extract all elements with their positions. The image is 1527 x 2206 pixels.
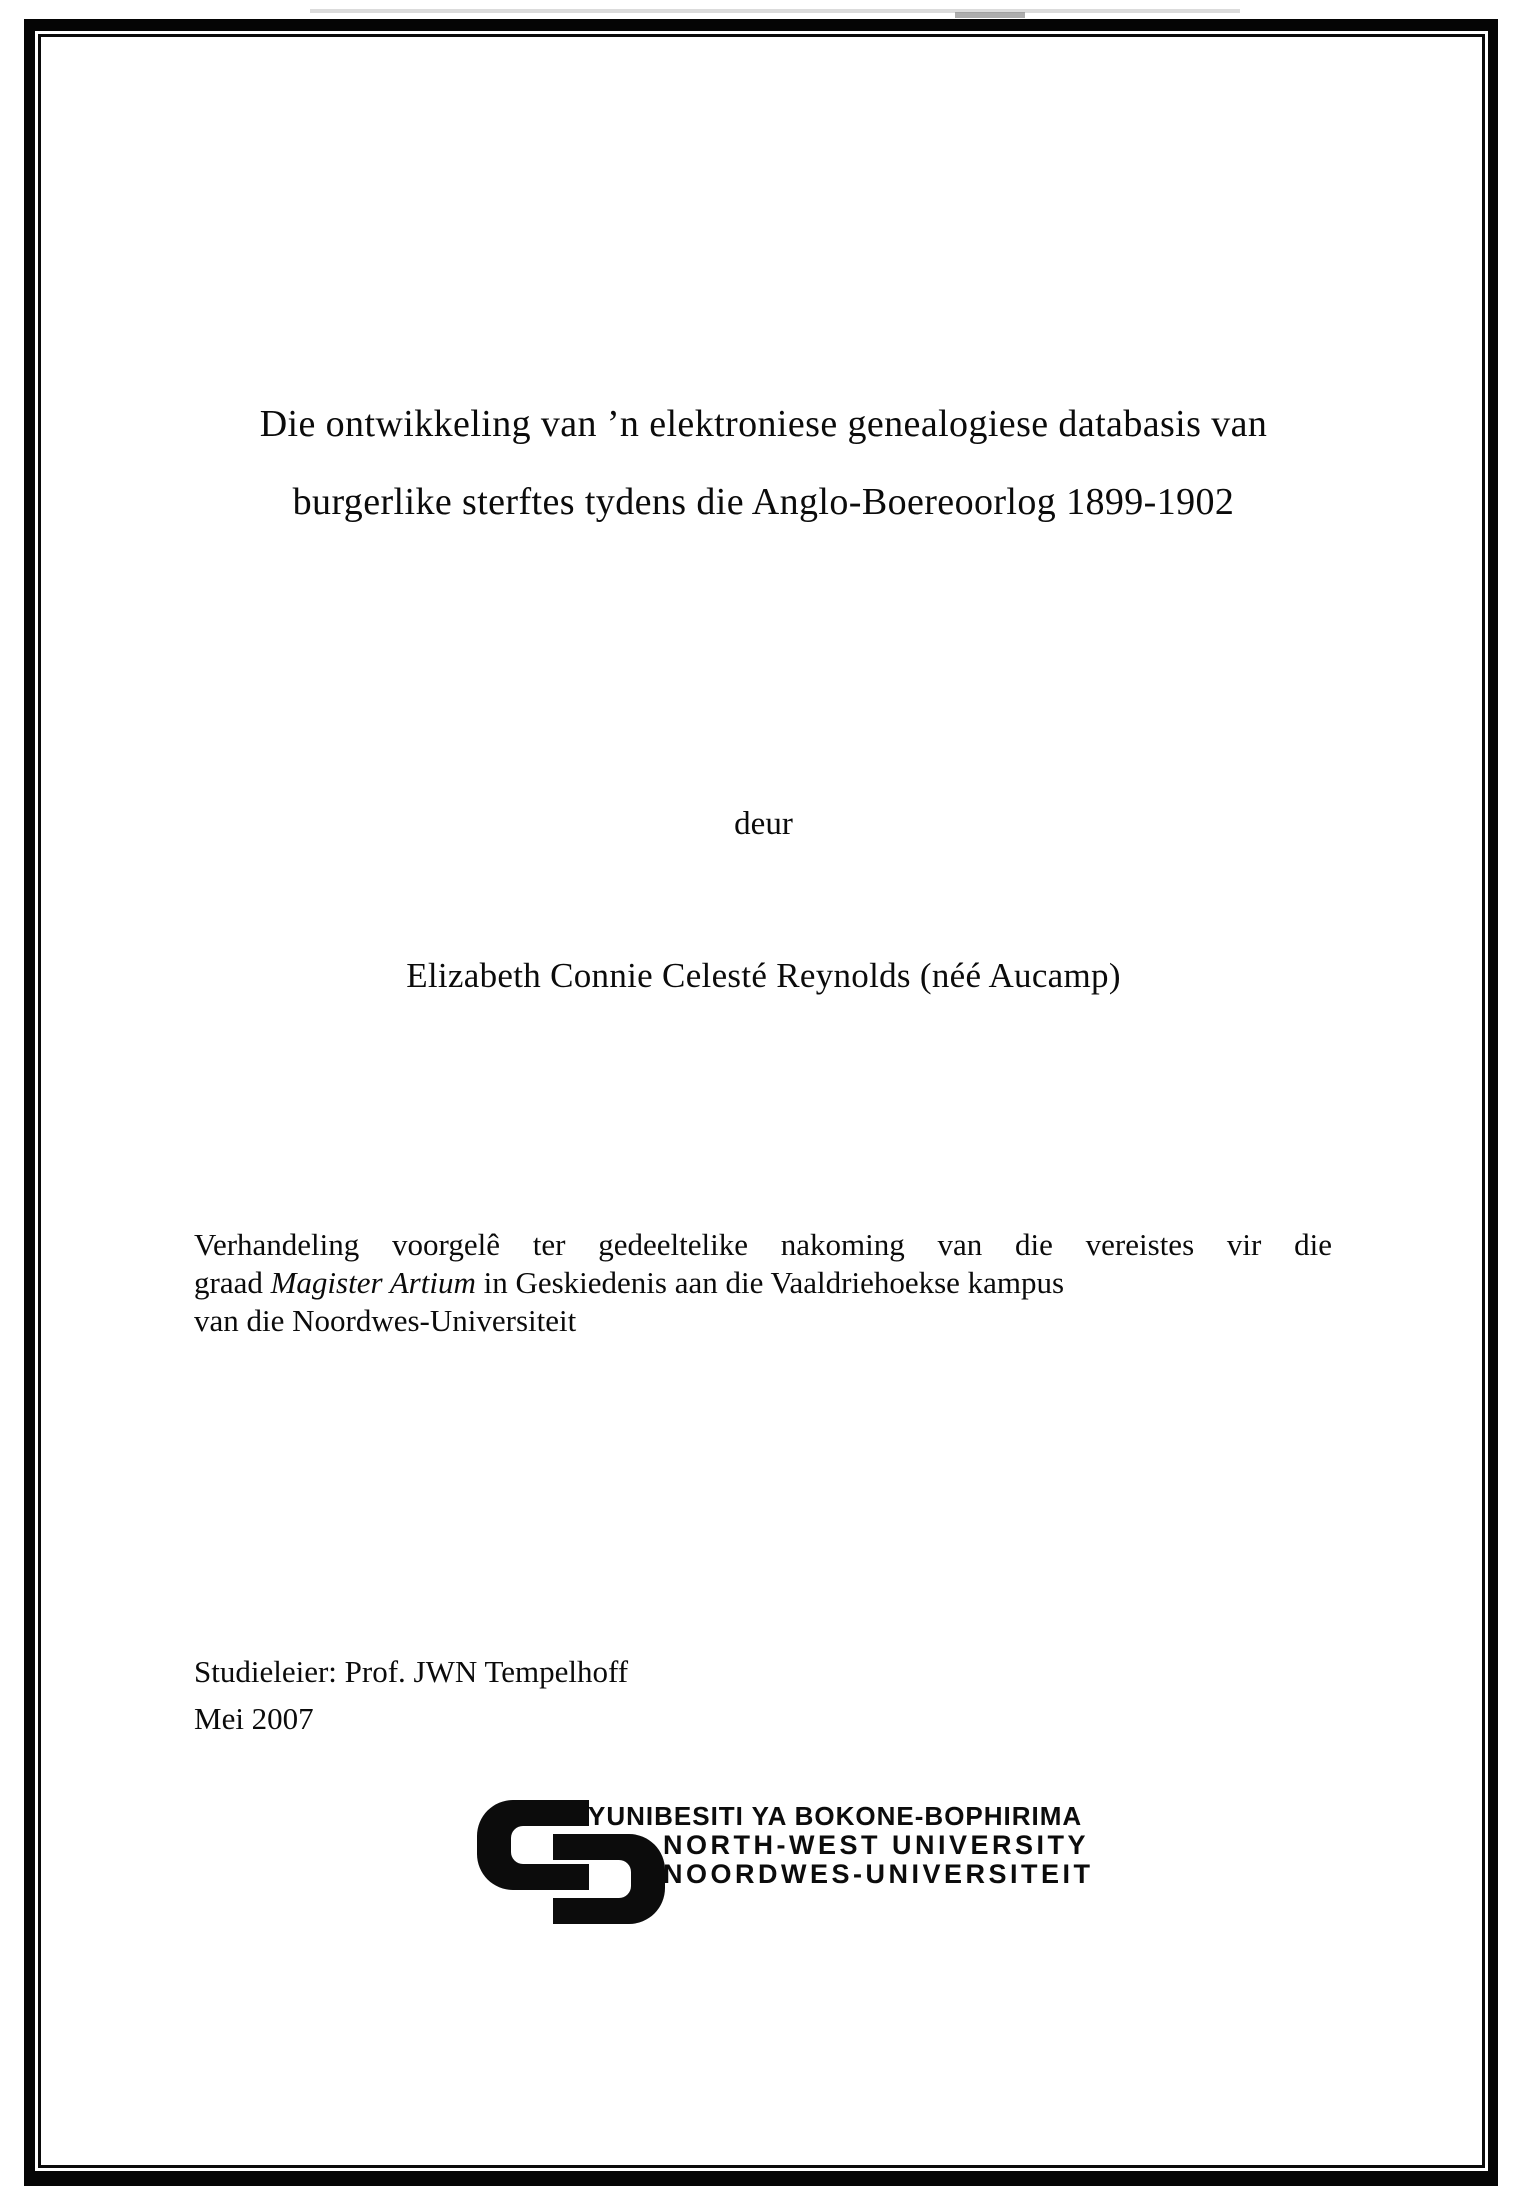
byline: deur (734, 806, 793, 842)
logo-text-afrikaans: NOORDWES-UNIVERSITEIT (663, 1859, 1094, 1889)
author-name: Elizabeth Connie Celesté Reynolds (néé Aucamp) (406, 956, 1121, 995)
statement-line2-3 (194, 1264, 1332, 1340)
logo-text-setswana: YUNIBESITI YA BOKONE-BOPHIRIMA (588, 1801, 1083, 1831)
statement-line3: van die Noordwes-Universiteit (194, 1303, 577, 1338)
university-logo-text (588, 1802, 1094, 1889)
supervisor-block (194, 1648, 628, 1742)
thesis-title (60, 400, 1467, 526)
statement-line1: Verhandeling voorgelê ter gedeeltelike nakoming van die vereistes vir die (194, 1227, 1332, 1262)
scan-artifact-mark (955, 12, 1025, 18)
thesis-title-line2: burgerlike sterftes tydens die Anglo-Boereoorlog 1899-1902 (292, 481, 1235, 523)
statement-line2-prefix: graad (194, 1265, 271, 1300)
statement-degree-name: Magister Artium (270, 1265, 476, 1300)
date-line: Mei 2007 (194, 1701, 314, 1736)
statement-line2-suffix: in Geskiedenis aan die Vaaldriehoekse kampus (475, 1265, 1065, 1300)
logo-text-english: NORTH-WEST UNIVERSITY (663, 1830, 1090, 1860)
thesis-title-line1: Die ontwikkeling van ’n elektroniese genealogiese databasis van (259, 403, 1268, 445)
supervisor-line: Studieleier: Prof. JWN Tempelhoff (194, 1654, 629, 1689)
thesis-statement (194, 1226, 1332, 1340)
scan-artifact-line (310, 9, 1240, 13)
